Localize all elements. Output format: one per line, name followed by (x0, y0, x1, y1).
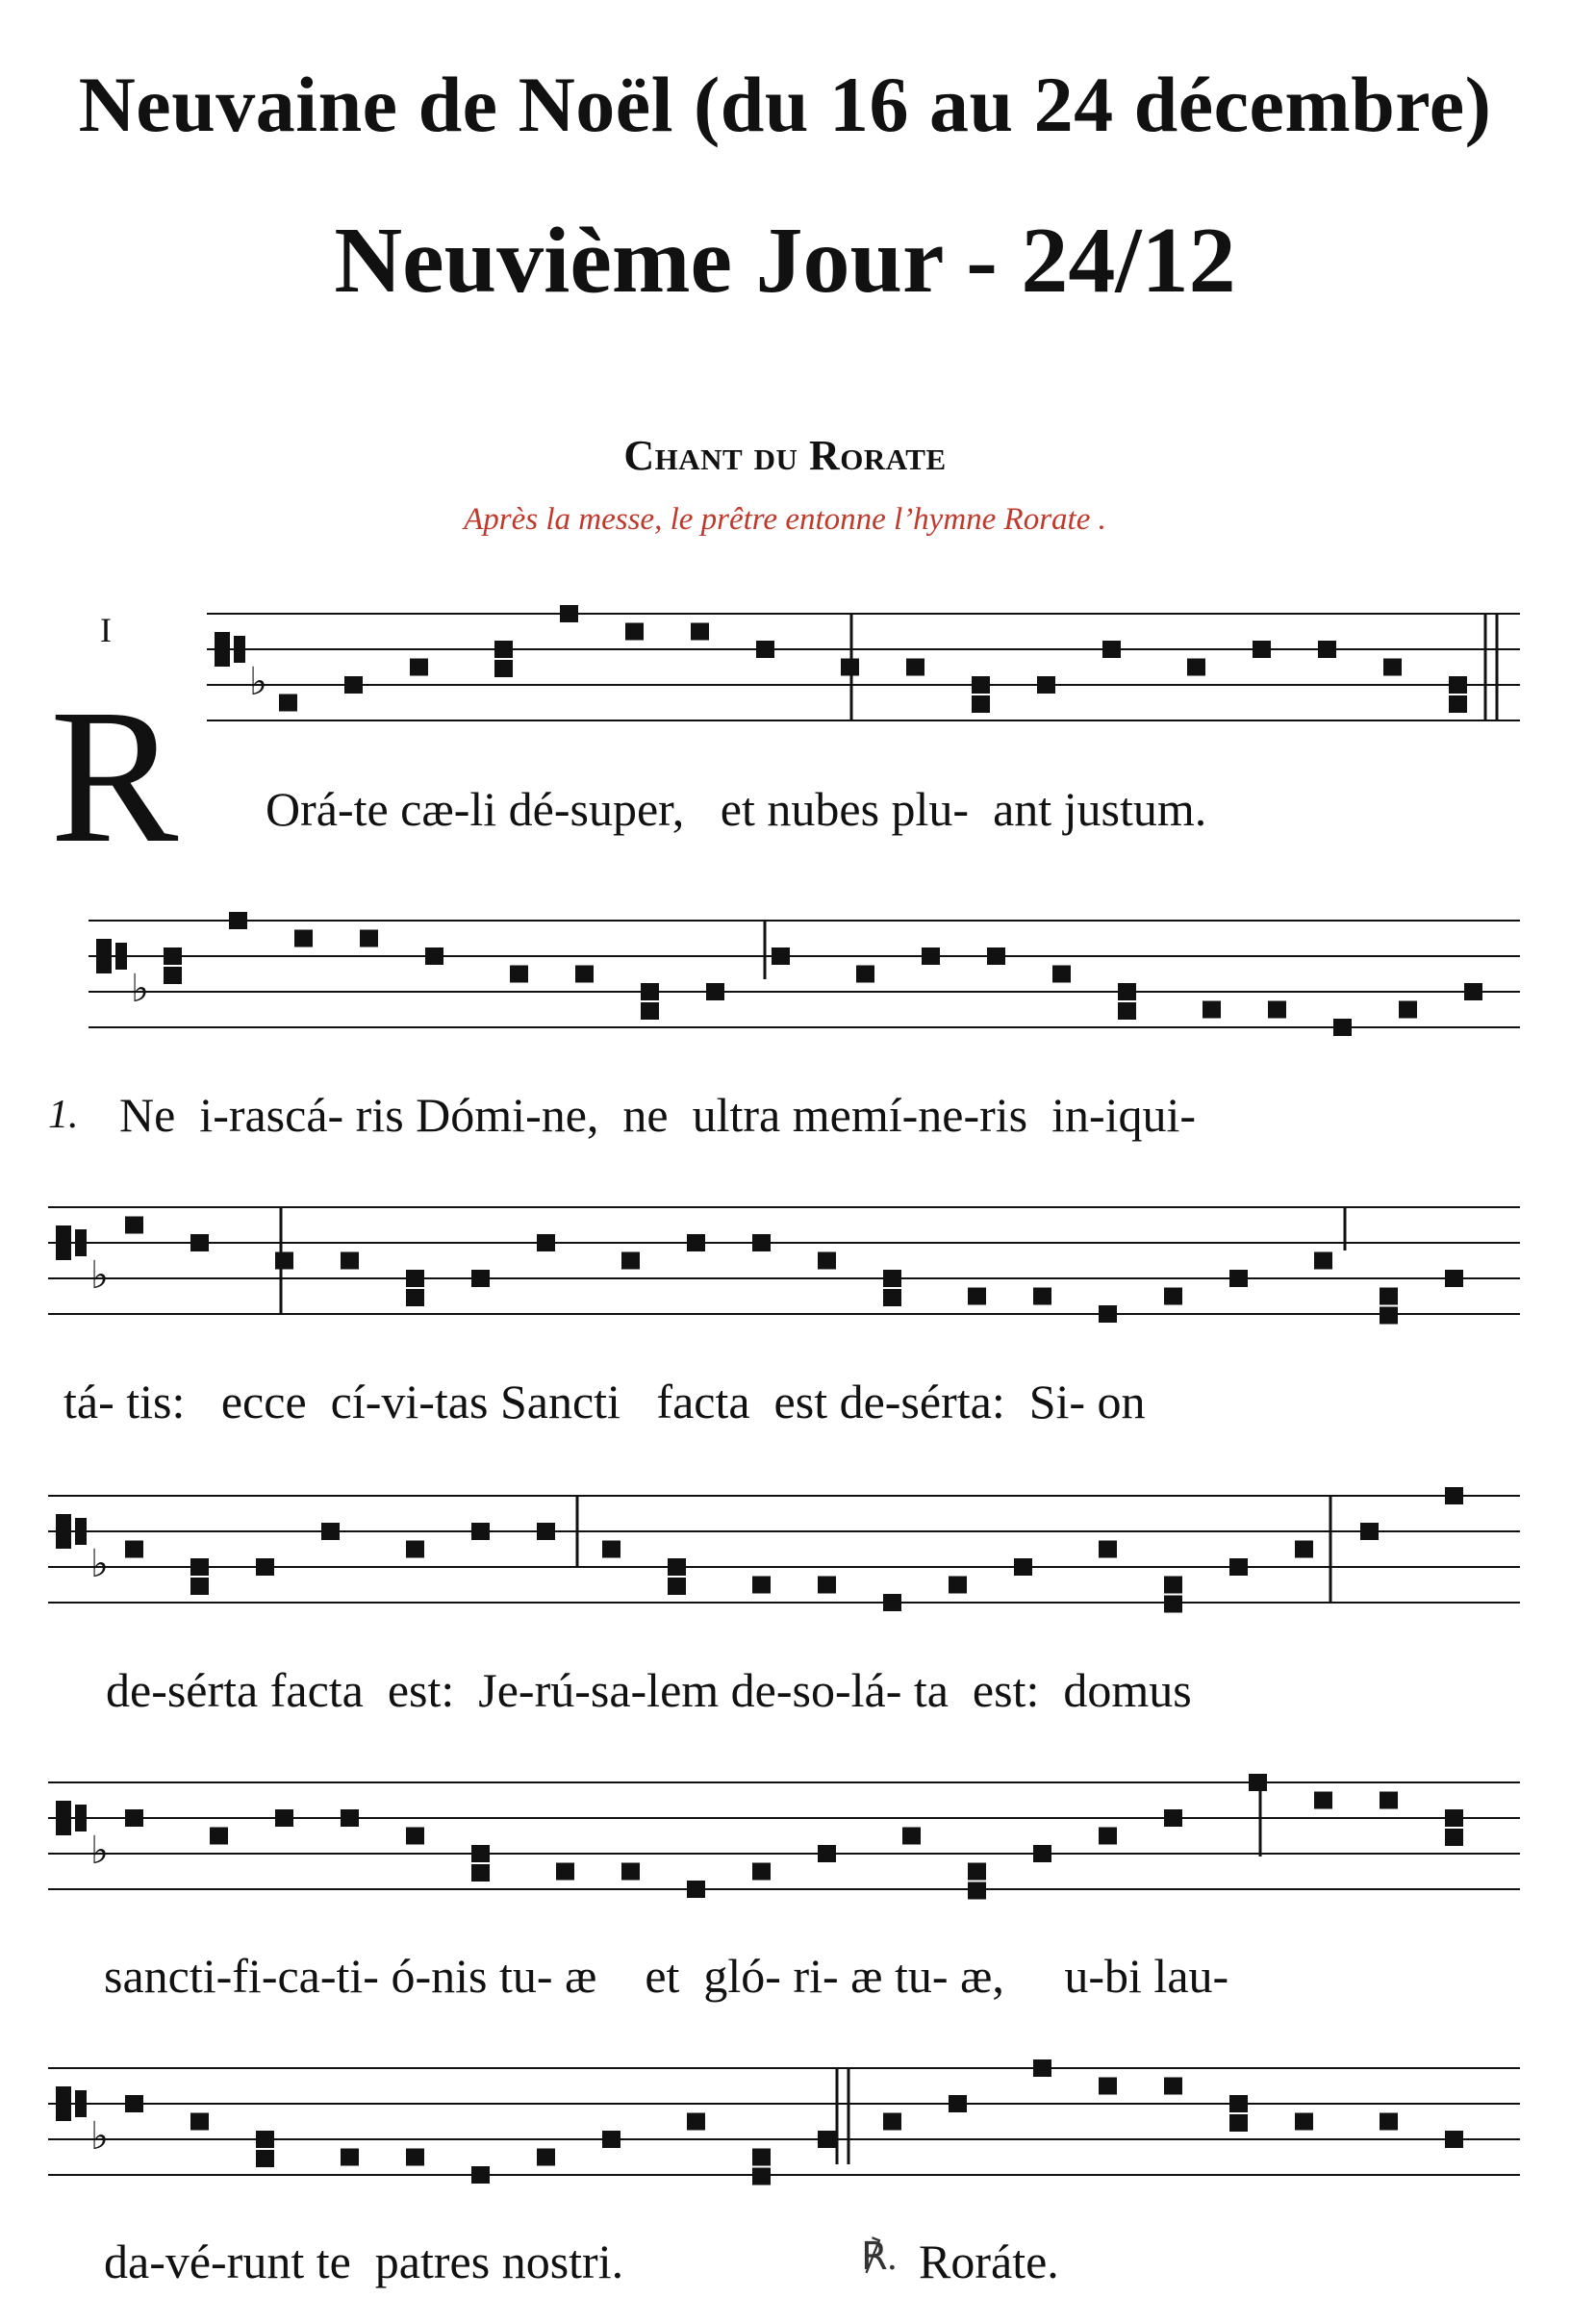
neume-note (1445, 1829, 1463, 1846)
neume-note (1229, 2114, 1248, 2132)
neume-note (1164, 2078, 1182, 2095)
c-clef-icon (56, 2086, 71, 2121)
neume-note (641, 1002, 659, 1020)
neume-note (229, 912, 247, 929)
neume-note (360, 930, 378, 947)
neume-note (256, 2131, 274, 2148)
neume-note (471, 2166, 490, 2184)
flat-icon: ♭ (90, 2114, 109, 2159)
neume-note (510, 966, 528, 983)
neume-note (1014, 1558, 1032, 1576)
neume-note (560, 605, 578, 622)
neume-note (1360, 1523, 1379, 1540)
neume-note (164, 947, 182, 965)
neume-note (818, 1845, 836, 1862)
neume-note (1380, 1307, 1398, 1325)
verse-number: 1. (48, 1093, 79, 1137)
neume-note (575, 966, 594, 983)
neume-note (972, 695, 990, 713)
neume-note (1203, 1001, 1221, 1019)
neume-note (1383, 659, 1402, 676)
c-clef-icon (234, 636, 245, 663)
flat-icon: ♭ (249, 660, 267, 704)
lyric-line-6: da-vé-runt te patres nostri. (104, 2235, 624, 2288)
neume-note (1445, 1487, 1463, 1504)
flat-icon: ♭ (90, 1542, 109, 1586)
neume-note (256, 1558, 274, 1576)
neume-note (1380, 1288, 1398, 1305)
neume-note (902, 1828, 921, 1845)
neume-note (752, 2149, 771, 2166)
neume-note (471, 1845, 490, 1862)
c-clef-icon (75, 1518, 87, 1545)
neume-note (256, 2150, 274, 2167)
lyric-line-3: tá- tis: ecce cí-vi-tas Sancti facta est de-sérta: Si- on (63, 1375, 1146, 1428)
lyric-line-5: sancti-fi-ca-ti- ó-nis tu- æ et gló- ri- æ tu- æ, u-bi lau- (104, 1949, 1229, 2003)
neume-note (772, 947, 790, 965)
neume-note (1229, 1270, 1248, 1287)
neume-note (125, 1809, 143, 1827)
neume-note (1314, 1252, 1332, 1270)
neume-note (1314, 1792, 1332, 1809)
neume-note (321, 1523, 340, 1540)
neume-note (1099, 1305, 1117, 1323)
neume-note (341, 1252, 359, 1270)
neume-note (883, 1289, 901, 1306)
c-clef-icon (75, 1805, 87, 1831)
c-clef-icon (56, 1514, 71, 1549)
neume-note (625, 623, 644, 641)
c-clef-icon (56, 1801, 71, 1835)
neume-note (341, 2149, 359, 2166)
neume-note (968, 1882, 986, 1900)
neume-note (1164, 1577, 1182, 1594)
neume-note (1164, 1809, 1182, 1827)
neume-note (1033, 1845, 1051, 1862)
neume-note (344, 676, 363, 694)
neume-note (471, 1270, 490, 1287)
neume-note (968, 1288, 986, 1305)
c-clef-icon (96, 939, 112, 973)
neume-note (1295, 2113, 1313, 2131)
neume-note (1229, 1558, 1248, 1576)
neume-note (1445, 2131, 1463, 2148)
neume-note (190, 1578, 209, 1595)
neume-note (471, 1864, 490, 1882)
neume-note (125, 1541, 143, 1558)
neume-note (275, 1252, 293, 1270)
neume-note (406, 1289, 424, 1306)
c-clef-icon (75, 2090, 87, 2117)
neume-note (425, 947, 443, 965)
neume-note (1464, 983, 1482, 1000)
neume-note (972, 676, 990, 694)
neume-note (1099, 2078, 1117, 2095)
neume-note (190, 1558, 209, 1576)
neume-note (279, 695, 297, 712)
neume-note (1399, 1001, 1417, 1019)
neume-note (687, 1234, 705, 1251)
neume-note (687, 2113, 705, 2131)
c-clef-icon (75, 1229, 87, 1256)
neume-note (1318, 641, 1336, 658)
neume-note (691, 623, 709, 641)
neume-note (906, 659, 924, 676)
neume-note (1268, 1001, 1286, 1019)
neume-note (1102, 641, 1121, 658)
neume-note (1118, 1002, 1136, 1020)
neume-note (756, 641, 774, 658)
neume-note (968, 1863, 986, 1881)
neume-note (406, 2149, 424, 2166)
neume-note (856, 966, 874, 983)
neume-note (883, 1594, 901, 1611)
flat-icon: ♭ (131, 967, 149, 1011)
neume-note (922, 947, 940, 965)
neume-note (752, 1234, 771, 1251)
neume-note (621, 1252, 640, 1270)
neume-note (1445, 1270, 1463, 1287)
neume-note (883, 2113, 901, 2131)
neume-note (341, 1809, 359, 1827)
neume-note (1249, 1774, 1267, 1791)
neume-note (1449, 695, 1467, 713)
neume-note (494, 641, 513, 658)
c-clef-icon (215, 632, 230, 667)
neume-note (1253, 641, 1271, 658)
neume-note (190, 1234, 209, 1251)
neume-note (668, 1558, 686, 1576)
neume-note (537, 1234, 555, 1251)
flat-icon: ♭ (90, 1253, 109, 1298)
neume-note (641, 983, 659, 1000)
chant-mode: I (100, 611, 112, 649)
neume-note (1295, 1541, 1313, 1558)
page-title: Neuvaine de Noël (du 16 au 24 décembre) (78, 61, 1492, 148)
neume-note (602, 2131, 620, 2148)
neume-note (406, 1541, 424, 1558)
lyric-line-2: Ne i-rascá- ris Dómi-ne, ne ultra memí-ne-ris in-iqui- (119, 1088, 1197, 1142)
neume-note (1380, 1792, 1398, 1809)
neume-note (1333, 1019, 1352, 1036)
neume-note (752, 1577, 771, 1594)
neume-note (1164, 1288, 1182, 1305)
respond-symbol: ℟. (861, 2235, 898, 2278)
neume-note (668, 1578, 686, 1595)
neume-note (537, 1523, 555, 1540)
neume-note (1118, 983, 1136, 1000)
neume-note (125, 1217, 143, 1234)
neume-note (949, 2095, 967, 2112)
neume-note (1187, 659, 1205, 676)
c-clef-icon (115, 943, 127, 970)
lyric-line-1: Orá-te cæ-li dé-super, et nubes plu- ant justum. (266, 782, 1207, 836)
neume-note (294, 930, 313, 947)
initial-letter: R (50, 670, 179, 883)
c-clef-icon (56, 1225, 71, 1260)
neume-note (1099, 1828, 1117, 1845)
neume-note (818, 1252, 836, 1270)
respond-text: Roráte. (919, 2235, 1059, 2288)
section-title: Chant du Rorate (623, 432, 947, 479)
neume-note (752, 1863, 771, 1881)
neume-note (210, 1828, 228, 1845)
neume-note (164, 967, 182, 984)
neume-note (406, 1828, 424, 1845)
neume-note (410, 659, 428, 676)
neume-note (275, 1809, 293, 1827)
neume-note (1449, 676, 1467, 694)
neume-note (1164, 1596, 1182, 1613)
neume-note (687, 1881, 705, 1898)
neume-note (1380, 2113, 1398, 2131)
neume-note (621, 1863, 640, 1881)
neume-note (883, 1270, 901, 1287)
lyric-line-4: de-sérta facta est: Je-rú-sa-lem de-so-lá- ta est: domus (106, 1663, 1192, 1717)
neume-note (1099, 1541, 1117, 1558)
neume-note (987, 947, 1005, 965)
neume-note (706, 983, 724, 1000)
neume-note (1037, 676, 1055, 694)
neume-note (1445, 1809, 1463, 1827)
neume-note (1052, 966, 1071, 983)
neume-note (125, 2095, 143, 2112)
neume-note (752, 2168, 771, 2185)
rubric-text: Après la messe, le prêtre entonne l’hymne Rorate . (464, 502, 1106, 537)
flat-icon: ♭ (90, 1829, 109, 1873)
neume-note (556, 1863, 574, 1881)
neume-note (1229, 2095, 1248, 2112)
neume-note (1033, 2059, 1051, 2077)
page-subtitle: Neuvième Jour - 24/12 (334, 209, 1236, 313)
neume-note (818, 2131, 836, 2148)
neume-note (406, 1270, 424, 1287)
neume-note (949, 1577, 967, 1594)
neume-note (537, 2149, 555, 2166)
neume-note (1033, 1288, 1051, 1305)
neume-note (471, 1523, 490, 1540)
neume-note (602, 1541, 620, 1558)
neume-note (818, 1577, 836, 1594)
neume-note (494, 660, 513, 677)
neume-note (190, 2113, 209, 2131)
